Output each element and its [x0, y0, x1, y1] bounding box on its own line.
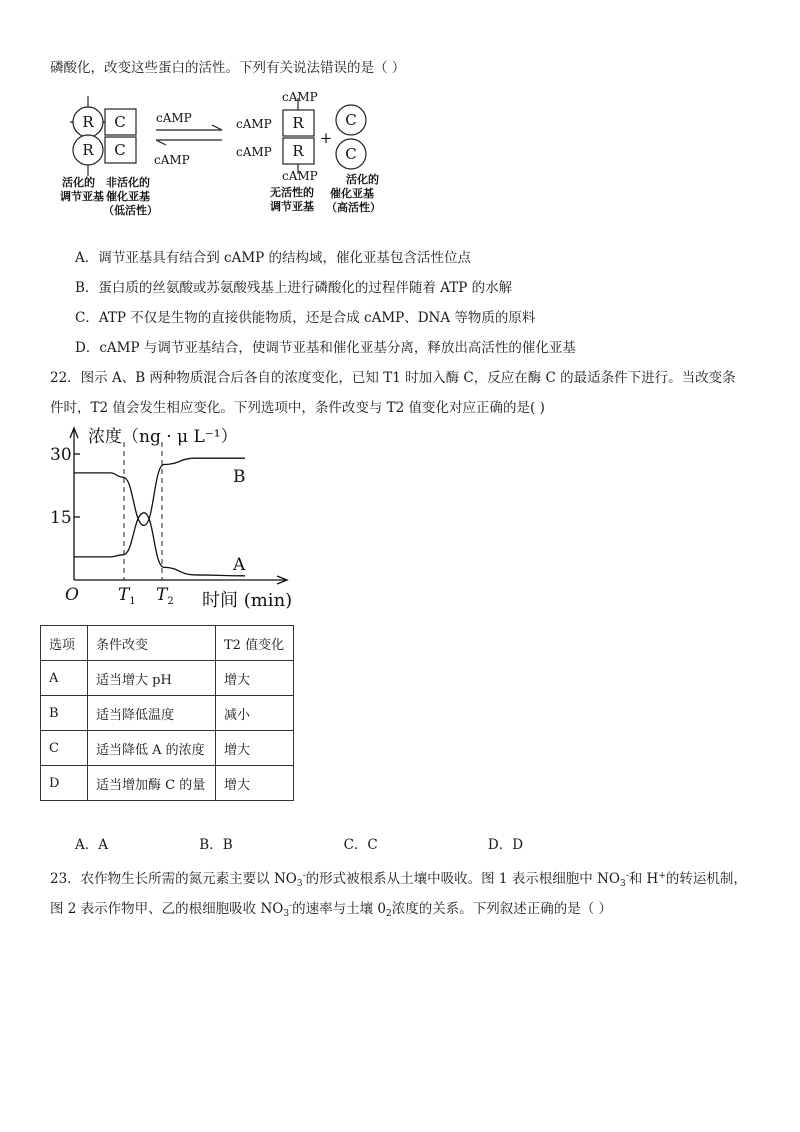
- diagram-plus: +: [319, 129, 333, 147]
- diagram-r-label: R: [82, 141, 94, 159]
- diagram-camp-label: cAMP: [282, 90, 318, 104]
- answer-b[interactable]: B．B: [199, 837, 233, 853]
- q23-superscript: -: [289, 901, 293, 911]
- answer-c[interactable]: C．C: [343, 837, 378, 853]
- series-B-label: B: [233, 467, 246, 488]
- q23-superscript: +: [658, 871, 666, 881]
- answer-a[interactable]: A．A: [75, 837, 108, 853]
- table-cell: 适当增加酶 C 的量: [88, 766, 216, 801]
- table-cell: 增大: [216, 731, 294, 766]
- diagram-camp-label: cAMP: [236, 117, 272, 131]
- q23-subscript: 3: [283, 909, 290, 919]
- q23-subscript: 3: [296, 879, 303, 889]
- left-label-1-line: 调节亚基: [60, 190, 104, 203]
- table-cell: D: [41, 766, 88, 801]
- concentration-chart: [40, 420, 320, 615]
- y-axis-label: 浓度（ng · μ L⁻¹）: [88, 427, 238, 447]
- q21-option-d: D．cAMP 与调节亚基结合，使调节亚基和催化亚基分离，释放出高活性的催化亚基: [75, 340, 576, 356]
- left-label-2-line: （低活性）: [103, 204, 158, 217]
- table-cell: 增大: [216, 661, 294, 696]
- q23-text: 的形式被根系从土壤中吸收。图 1 表示根细胞中 NO: [305, 871, 620, 887]
- table-cell: A: [41, 661, 88, 696]
- q23-stem-line-2: [50, 896, 612, 924]
- t1-label: $T_1$: [118, 585, 136, 607]
- q21-option-c: C．ATP 不仅是生物的直接供能物质，还是合成 cAMP、DNA 等物质的原料: [75, 310, 536, 326]
- diagram-camp-label: cAMP: [236, 145, 272, 159]
- table-header-cell: 条件改变: [88, 626, 216, 661]
- x-axis-label: 时间 (min): [202, 590, 293, 611]
- table-cell: 适当增大 pH: [88, 661, 216, 696]
- diagram-r-label: R: [82, 113, 94, 131]
- diagram-r-label: R: [292, 114, 304, 132]
- q21-stem-tail: 磷酸化，改变这些蛋白的活性。下列有关说法错误的是（ ）: [50, 60, 406, 76]
- table-cell: 增大: [216, 766, 294, 801]
- diagram-c-label: C: [114, 141, 126, 159]
- q21-option-b: B．蛋白质的丝氨酸或苏氨酸残基上进行磷酸化的过程伴随着 ATP 的水解: [75, 280, 513, 296]
- q23-text: 的转运机制，: [665, 871, 747, 887]
- q22-stem-line-2: 件时，T2 值会发生相应变化。下列选项中，条件改变与 T2 值变化对应正确的是( ): [50, 400, 545, 416]
- left-label-1-line: 活化的: [62, 176, 95, 189]
- table-header-cell: T2 值变化: [216, 626, 294, 661]
- diagram-c-label: C: [345, 111, 357, 129]
- q23-subscript: 2: [386, 909, 392, 919]
- right-label-1-line: 调节亚基: [270, 200, 314, 213]
- right-label-2-line: 活化的: [346, 173, 379, 186]
- q21-option-a: A．调节亚基具有结合到 cAMP 的结构域，催化亚基包含活性位点: [75, 250, 472, 266]
- q23-text: 和 H: [628, 871, 659, 887]
- table-row: [41, 731, 294, 766]
- table-cell: B: [41, 696, 88, 731]
- q23-text: 图 2 表示作物甲、乙的根细胞吸收 NO: [50, 901, 284, 917]
- table-cell: 适当降低 A 的浓度: [88, 731, 216, 766]
- table-row: [41, 696, 294, 731]
- diagram-c-label: C: [114, 113, 126, 131]
- answer-d[interactable]: D．D: [487, 837, 524, 853]
- table-header-row: [41, 626, 294, 661]
- diagram-camp-label: cAMP: [156, 111, 192, 125]
- q23-text: 的速率与土壤 0: [292, 901, 387, 917]
- table-cell: 减小: [216, 696, 294, 731]
- right-label-2-line: （高活性）: [326, 201, 381, 214]
- y-tick-label: 30: [50, 445, 72, 465]
- q23-subscript: 3: [619, 879, 626, 889]
- table-header-cell: 选项: [41, 626, 88, 661]
- q23-text: 23．农作物生长所需的氮元素主要以 NO: [50, 871, 297, 887]
- q22-stem-line-1: 22．图示 A、B 两种物质混合后各自的浓度变化，已知 T1 时加入酶 C，反应在酶 C 的最适条件下进行。当改变条: [50, 370, 736, 386]
- left-label-2-line: 催化亚基: [106, 190, 150, 203]
- series-A-label: A: [233, 554, 246, 575]
- q23-superscript: -: [625, 871, 629, 881]
- q21-diagram: [60, 88, 400, 226]
- table-cell: C: [41, 731, 88, 766]
- q23-stem-line-1: [50, 866, 747, 894]
- right-label-1-line: 无活性的: [270, 186, 314, 199]
- table-row: [41, 661, 294, 696]
- q23-superscript: -: [302, 871, 306, 881]
- table-row: [41, 766, 294, 801]
- diagram-camp-label: cAMP: [282, 169, 318, 183]
- q22-options-table: [40, 625, 294, 801]
- y-tick-label: 15: [50, 508, 72, 528]
- diagram-c-label: C: [345, 145, 357, 163]
- t2-label: $T_2$: [156, 585, 174, 607]
- diagram-r-label: R: [292, 142, 304, 160]
- left-label-2-line: 非活化的: [106, 176, 150, 189]
- right-label-2-line: 催化亚基: [330, 187, 374, 200]
- series-B-line: [74, 458, 245, 525]
- q22-answer-choices: [75, 835, 523, 855]
- diagram-camp-label: cAMP: [154, 153, 190, 167]
- q23-text: 浓度的关系。下列叙述正确的是（ ）: [391, 901, 613, 917]
- table-cell: 适当降低温度: [88, 696, 216, 731]
- series-A-line: [74, 513, 245, 576]
- origin-label: O: [65, 585, 79, 605]
